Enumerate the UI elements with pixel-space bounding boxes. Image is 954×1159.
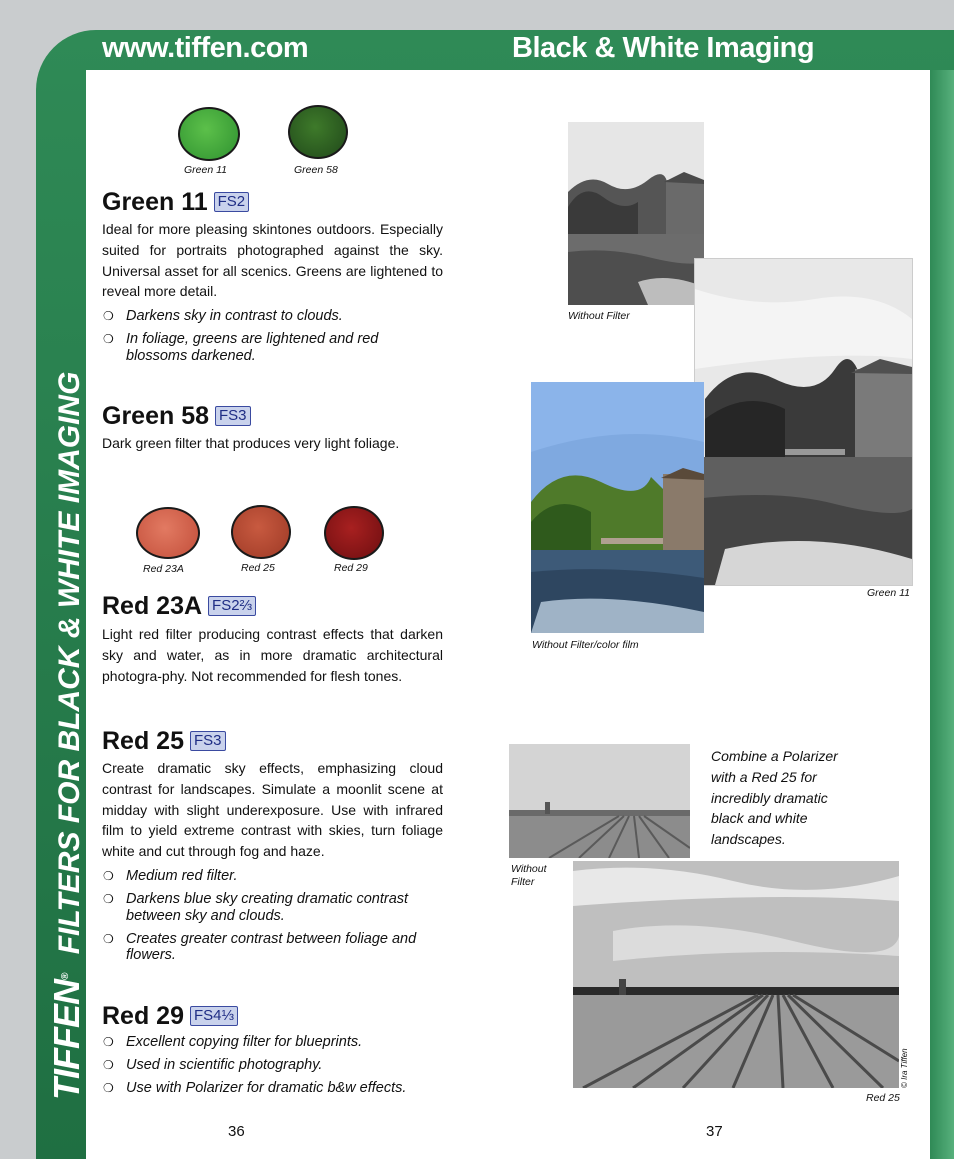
filter-title-text: Red 23A: [102, 592, 203, 620]
filter-factor-badge: FS3: [215, 406, 251, 426]
swatch-red-25: [231, 505, 291, 559]
swatch-red-23a: [136, 507, 200, 559]
filter-title-green-11: [102, 188, 249, 217]
photo-mill-green-11: [694, 258, 913, 586]
filter-title-text: Red 29: [102, 1002, 184, 1030]
bullet-item: ❍ Excellent copying filter for blueprints.: [103, 1034, 433, 1051]
sidebar-title-text: FILTERS FOR BLACK & WHITE IMAGING: [53, 371, 86, 955]
photo-field-red-25: [573, 861, 899, 1088]
filter-description: Ideal for more pleasing skintones outdoors. Especially suited for portraits photographed against the sky. Universal asset for all scenics. Greens are lightened to reveal more detail.: [102, 221, 443, 300]
section-title: Black & White Imaging: [512, 32, 815, 64]
page-number-left: 36: [228, 1123, 245, 1140]
photo-caption: Without Filter: [511, 863, 547, 888]
filter-title-red-29: [102, 1002, 238, 1031]
filter-factor-badge: FS4⅓: [190, 1006, 238, 1026]
bullet-item: ❍ Use with Polarizer for dramatic b&w effects.: [103, 1080, 433, 1097]
photo-caption: Without Filter/color film: [532, 639, 639, 651]
filter-factor-badge: FS2⅔: [208, 596, 256, 616]
filter-description: Create dramatic sky effects, emphasizing cloud contrast for landscapes. Simulate a moonlit scene at midday with slight underexposure. Use with infrared film to yield extreme contrast with skies, turn foliage white and cut through fog and haze.: [102, 760, 443, 860]
swatch-red-29: [324, 506, 384, 560]
brand-logo: TIFFEN: [46, 980, 87, 1100]
filter-title-text: Green 58: [102, 402, 210, 430]
filter-bullets: [103, 1034, 433, 1103]
polarizer-note: Combine a Polarizer with a Red 25 for incredibly dramatic black and white landscapes.: [711, 748, 838, 848]
filter-title-green-58: [102, 402, 251, 431]
bullet-item: ❍ Used in scientific photography.: [103, 1057, 433, 1074]
bullet-item: ❍ Darkens blue sky creating dramatic contrast between sky and clouds.: [103, 891, 433, 924]
photo-field-without-filter: [509, 744, 690, 858]
filter-factor-badge: FS3: [190, 731, 226, 751]
swatch-label: Red 25: [241, 562, 275, 574]
swatch-label: Green 11: [184, 164, 227, 176]
swatch-green-58: [288, 105, 348, 159]
filter-description: Dark green filter that produces very light foliage.: [102, 435, 400, 451]
bullet-item: ❍ Creates greater contrast between foliage and flowers.: [103, 931, 433, 964]
photo-credit: © Ira Tiffen: [900, 1048, 909, 1088]
website-link[interactable]: www.tiffen.com: [102, 32, 309, 64]
filter-bullets: [103, 308, 433, 371]
swatch-label: Green 58: [294, 164, 338, 176]
sidebar-vertical-title: [46, 372, 88, 1100]
photo-mill-without-filter: [568, 122, 704, 305]
filter-bullets: [103, 868, 433, 970]
bullet-item: ❍ In foliage, greens are lightened and red blossoms darkened.: [103, 331, 433, 364]
filter-title-text: Red 25: [102, 727, 184, 755]
filter-title-red-23a: [102, 592, 256, 621]
swatch-green-11: [178, 107, 240, 161]
brand-trademark: ®: [60, 972, 71, 981]
filter-factor-badge: FS2: [214, 192, 250, 212]
bullet-item: ❍ Medium red filter.: [103, 868, 433, 885]
filter-title-red-25: [102, 727, 226, 756]
photo-mill-color-film: [531, 382, 704, 633]
photo-caption: Green 11: [867, 587, 910, 599]
filter-description: Light red filter producing contrast effects that darken sky and water, as in more dramatic architectural photogra-phy. Not recommended for flesh tones.: [102, 626, 443, 684]
frame-right-edge: [930, 70, 954, 1159]
swatch-label: Red 23A: [143, 563, 184, 575]
photo-caption: Without Filter: [568, 310, 630, 322]
filter-title-text: Green 11: [102, 188, 208, 216]
page-number-right: 37: [706, 1123, 723, 1140]
swatch-label: Red 29: [334, 562, 368, 574]
photo-caption: Red 25: [866, 1092, 900, 1104]
bullet-item: ❍ Darkens sky in contrast to clouds.: [103, 308, 433, 325]
